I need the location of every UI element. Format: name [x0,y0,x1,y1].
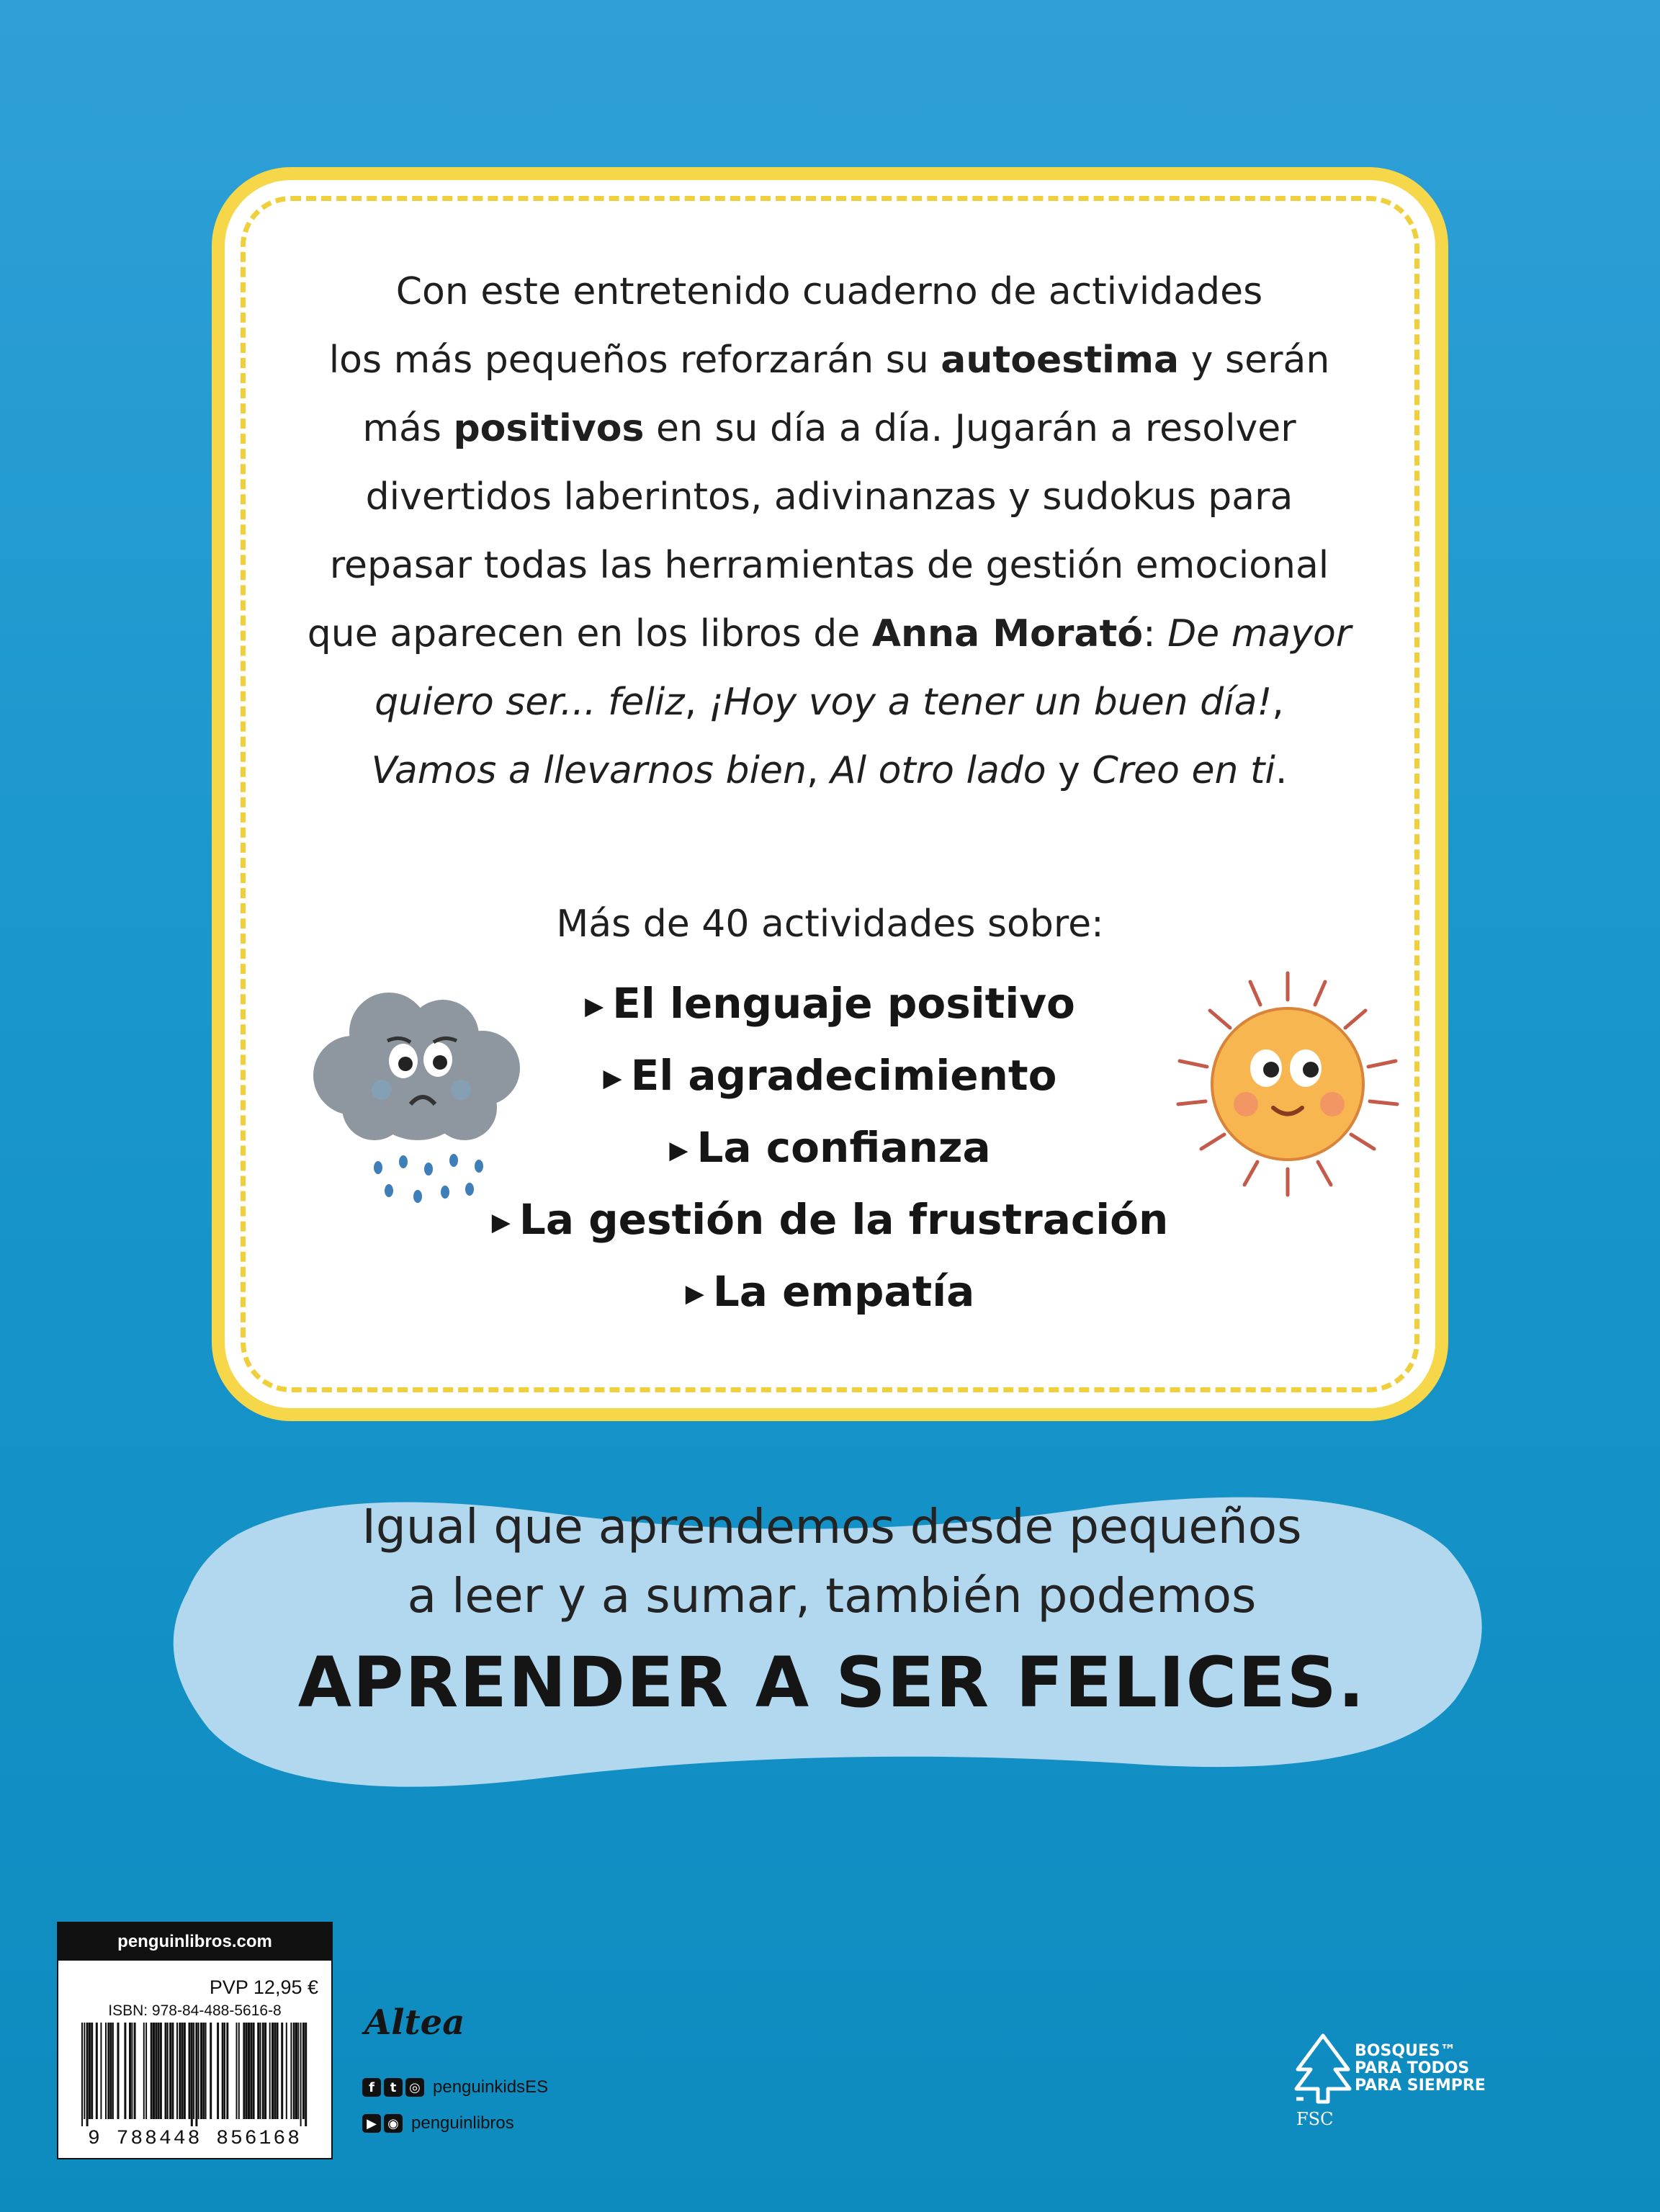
barcode-digits: 9 788448 856168 [87,2128,302,2150]
tagline-line-2: a leer y a sumar, también podemos [407,1568,1257,1624]
barcode-bar [131,2023,133,2119]
social-network-icon: ◉ [384,2114,403,2133]
barcode-bar [169,2023,171,2119]
barcode-bar [158,2023,160,2119]
barcode-bar [89,2023,91,2119]
barcode-bar [302,2023,305,2119]
book-title: De mayor [1167,612,1352,655]
book-title: ¡Hoy voy a tener un buen día! [708,681,1273,724]
barcode-bar [253,2023,255,2119]
social-links [362,2073,548,2145]
barcode-bar [84,2023,85,2119]
barcode-bar [210,2023,212,2119]
barcode-bar [248,2023,250,2119]
barcode-bar [124,2023,126,2119]
barcode-bar [167,2023,169,2119]
barcode-bar [134,2023,136,2119]
topic-label: El agradecimiento [630,1050,1057,1100]
book-title: quiero ser... feliz [374,681,685,724]
topic-label: La gestión de la frustración [519,1194,1169,1244]
activities-heading: Más de 40 actividades sobre: [556,903,1104,946]
fsc-slogan-line: PARA TODOS [1355,2059,1470,2077]
intro-text: divertidos laberintos, adivinanzas y sudokus para [365,475,1293,519]
intro-text: más [362,407,454,450]
barcode-bar [96,2023,98,2119]
barcode-bar [202,2023,205,2119]
barcode-bar [91,2023,93,2119]
barcode-bar [293,2023,295,2119]
barcode-bar [243,2023,245,2119]
intro-text: , [684,681,709,724]
barcode-bar [86,2023,89,2126]
book-title: Vamos a llevarnos bien [371,749,807,792]
social-network-icon: t [384,2078,403,2097]
barcode-bar [151,2023,153,2119]
barcode-bar [217,2023,219,2119]
barcode-bar [305,2023,307,2126]
topic-item [225,1257,1435,1329]
topic-label: La empatía [712,1266,975,1316]
barcode-bar [290,2023,292,2119]
intro-text: : [1143,612,1168,655]
fsc-slogan-line: PARA SIEMPRE [1355,2077,1486,2095]
intro-line [290,737,1369,805]
social-network-icon: ▶ [362,2114,381,2133]
barcode-bar [272,2023,274,2119]
barcode-bar [238,2023,240,2119]
intro-paragraph [290,258,1369,805]
triangle-bullet-icon: ▶ [669,1135,688,1165]
isbn-label: ISBN: 978-84-488-5616-8 [108,2002,282,2019]
tagline-emphasis: APRENDER A SER FELICES. [297,1642,1366,1723]
intro-text: , [806,749,831,792]
publisher-logo: Altea [364,2002,465,2043]
barcode-bar [198,2023,199,2119]
barcode-bar [262,2023,264,2119]
happy-sun-illustration [1165,960,1410,1205]
barcode-bar [286,2023,287,2119]
intro-line [290,395,1369,463]
social-handle: penguinkidsES [433,2077,549,2097]
intro-text: y [1046,749,1093,792]
barcode-bar [300,2023,302,2126]
barcode-bar [226,2023,228,2119]
triangle-bullet-icon: ▶ [491,1207,511,1237]
barcode-bar [155,2023,157,2119]
barcode-bar [143,2023,145,2119]
topic-label: La confianza [696,1122,991,1172]
barcode-bar [176,2023,178,2119]
barcode-bar [110,2023,112,2119]
social-handle: penguinlibros [411,2113,514,2133]
fsc-label: FSC [1296,2109,1334,2129]
intro-text: y serán [1179,339,1330,382]
intro-text: , [1272,681,1284,724]
barcode-bar [200,2023,202,2119]
fsc-tree-icon [1291,2030,1355,2109]
triangle-bullet-icon: ▶ [603,1063,622,1093]
barcode-bar [189,2023,191,2119]
tagline-line-1: Igual que aprendemos desde pequeños [362,1499,1302,1554]
website-label: penguinlibros.com [58,1923,331,1961]
info-panel-inner [225,180,1435,1408]
barcode-bar [181,2023,184,2119]
sad-cloud-illustration [310,982,555,1219]
barcode-bar [153,2023,155,2119]
book-title: Creo en ti [1092,749,1275,792]
barcode-bar [277,2023,279,2119]
topic-label: El lenguaje positivo [612,979,1075,1028]
barcode-bar [295,2023,297,2119]
book-title: Al otro lado [830,749,1046,792]
barcode-bar [145,2023,147,2119]
intro-line [290,600,1369,668]
triangle-bullet-icon: ▶ [685,1279,704,1309]
intro-text: los más pequeños reforzarán su [328,339,941,382]
intro-text: que aparecen en los libros de [307,612,872,655]
social-row [362,2109,548,2138]
barcode-bar [129,2023,131,2119]
barcode-bar [205,2023,207,2119]
barcode-bar [257,2023,259,2119]
barcode-bar [179,2023,181,2119]
barcode-box [57,1922,333,2159]
barcode-bar [224,2023,225,2119]
intro-line [290,668,1369,737]
barcode-bar [191,2023,193,2126]
barcode-bar [195,2023,197,2126]
barcode-bar [260,2023,261,2119]
barcode-bar [112,2023,114,2119]
barcode-bar [222,2023,224,2119]
info-panel [212,167,1448,1421]
barcode-bar [81,2023,83,2126]
tagline [173,1492,1491,1729]
bold-text: positivos [453,407,645,450]
bold-text: Anna Morató [871,612,1144,655]
barcode-bar [160,2023,162,2119]
bold-text: autoestima [941,339,1180,382]
barcode-bar [193,2023,194,2119]
fsc-slogan-line: BOSQUES™ [1355,2042,1456,2060]
barcode-bar [264,2023,266,2119]
intro-line [290,258,1369,326]
price-label: PVP 12,95 € [209,1976,318,1998]
barcode-bar [281,2023,283,2119]
barcode-bar [297,2023,299,2119]
intro-text: . [1275,749,1288,792]
barcode-bar [171,2023,174,2119]
fsc-slogan [1355,2043,1486,2095]
triangle-bullet-icon: ▶ [585,991,604,1021]
intro-text: en su día a día. Jugarán a resolver [644,407,1296,450]
intro-text: Con este entretenido cuaderno de actividades [395,270,1263,313]
barcode-bar [250,2023,252,2119]
barcode-bar [100,2023,102,2119]
barcode-bar [274,2023,276,2119]
social-network-icon: ◎ [405,2078,424,2097]
barcode-bar [107,2023,109,2119]
barcode-bars [68,2023,321,2126]
barcode-bar [117,2023,120,2119]
intro-line [290,326,1369,395]
social-row [362,2073,548,2102]
barcode-bar [269,2023,271,2119]
intro-text: repasar todas las herramientas de gestión emocional [329,544,1329,587]
barcode-bar [184,2023,186,2119]
social-network-icon: f [362,2078,381,2097]
intro-line [290,463,1369,532]
intro-line [290,532,1369,600]
barcode-bar [236,2023,238,2119]
barcode-bar [246,2023,248,2119]
barcode-bar [105,2023,107,2119]
barcode-bar [165,2023,167,2119]
